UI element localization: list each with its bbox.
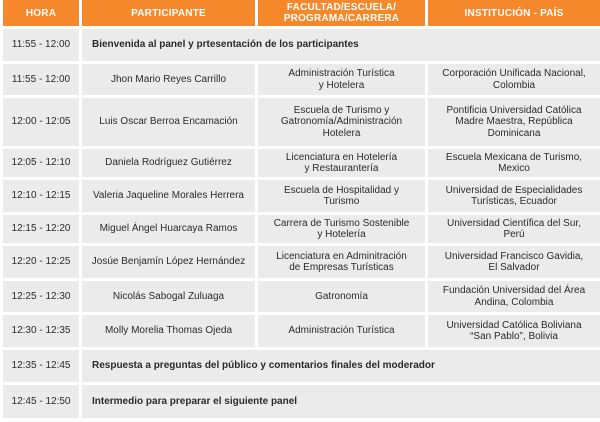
institution-cell: Escuela Mexicana de Turismo, Mexico <box>428 149 600 177</box>
header-institucion: INSTITUCIÓN - PAÍS <box>428 0 600 26</box>
schedule-row <box>3 385 600 418</box>
participant-cell: Jhon Mario Reyes Carrillo <box>82 64 255 95</box>
participant-cell: Daniela Rodríguez Gutiérrez <box>82 149 255 177</box>
time-cell: 11:55 - 12:00 <box>3 64 79 95</box>
schedule-row <box>3 149 600 177</box>
participant-cell: Miguel Ángel Huarcaya Ramos <box>82 215 255 243</box>
schedule-row <box>3 64 600 95</box>
faculty-cell: Gatronomía <box>258 281 425 312</box>
session-description: Intermedio para preparar el siguiente panel <box>82 385 600 418</box>
header-participante: PARTICIPANTE <box>82 0 255 26</box>
schedule-row <box>3 29 600 61</box>
faculty-cell: Escuela de Hospitalidad y Turismo <box>258 180 425 212</box>
institution-cell: Pontificia Universidad Católica Madre Maestra, República Dominicana <box>428 98 600 146</box>
schedule-row <box>3 281 600 312</box>
header-facultad <box>258 0 425 26</box>
schedule-row <box>3 215 600 243</box>
faculty-cell: Administración Turística y Hotelera <box>258 64 425 95</box>
faculty-cell: Carrera de Turismo Sostenible y Hotelería <box>258 215 425 243</box>
header-hora: HORA <box>3 0 79 26</box>
time-cell: 12:15 - 12:20 <box>3 215 79 243</box>
institution-cell: Universidad Católica Boliviana “San Pablo”, Bolivia <box>428 315 600 347</box>
institution-cell: Universidad Científica del Sur, Perú <box>428 215 600 243</box>
faculty-cell: Licenciatura en Hotelería y Restaurantería <box>258 149 425 177</box>
header-facultad-label: FACULTAD/ESCUELA/ PROGRAMA/CARRERA <box>283 2 400 24</box>
time-cell: 11:55 - 12:00 <box>3 29 79 61</box>
participant-cell: Nicolás Sabogal Zuluaga <box>82 281 255 312</box>
time-cell: 12:35 - 12:45 <box>3 350 79 382</box>
institution-cell: Universidad Francisco Gavidia, El Salvador <box>428 246 600 278</box>
time-cell: 12:45 - 12:50 <box>3 385 79 418</box>
participant-cell: Luis Oscar Berroa Encamación <box>82 98 255 146</box>
time-cell: 12:05 - 12:10 <box>3 149 79 177</box>
time-cell: 12:30 - 12:35 <box>3 315 79 347</box>
faculty-cell: Licenciatura en Adminitración de Empresas Turísticas <box>258 246 425 278</box>
time-cell: 12:00 - 12:05 <box>3 98 79 146</box>
institution-cell: Fundación Universidad del Área Andina, Colombia <box>428 281 600 312</box>
schedule-row <box>3 246 600 278</box>
time-cell: 12:10 - 12:15 <box>3 180 79 212</box>
schedule-row <box>3 350 600 382</box>
schedule-row <box>3 98 600 146</box>
time-cell: 12:25 - 12:30 <box>3 281 79 312</box>
participant-cell: Valeria Jaqueline Morales Herrera <box>82 180 255 212</box>
participant-cell: Josúe Benjamín López Hernández <box>82 246 255 278</box>
institution-cell: Universidad de Especialidades Turísticas, Ecuador <box>428 180 600 212</box>
faculty-cell: Administración Turística <box>258 315 425 347</box>
schedule-row <box>3 180 600 212</box>
header-row <box>3 0 600 26</box>
schedule-row <box>3 315 600 347</box>
participant-cell: Molly Morelia Thomas Ojeda <box>82 315 255 347</box>
faculty-cell: Escuela de Turismo y Gatronomía/Administración Hotelera <box>258 98 425 146</box>
time-cell: 12:20 - 12:25 <box>3 246 79 278</box>
session-description: Bienvenida al panel y prtesentación de los participantes <box>82 29 600 61</box>
session-description: Respuesta a preguntas del público y comentarios finales del moderador <box>82 350 600 382</box>
institution-cell: Corporación Unificada Nacional, Colombia <box>428 64 600 95</box>
